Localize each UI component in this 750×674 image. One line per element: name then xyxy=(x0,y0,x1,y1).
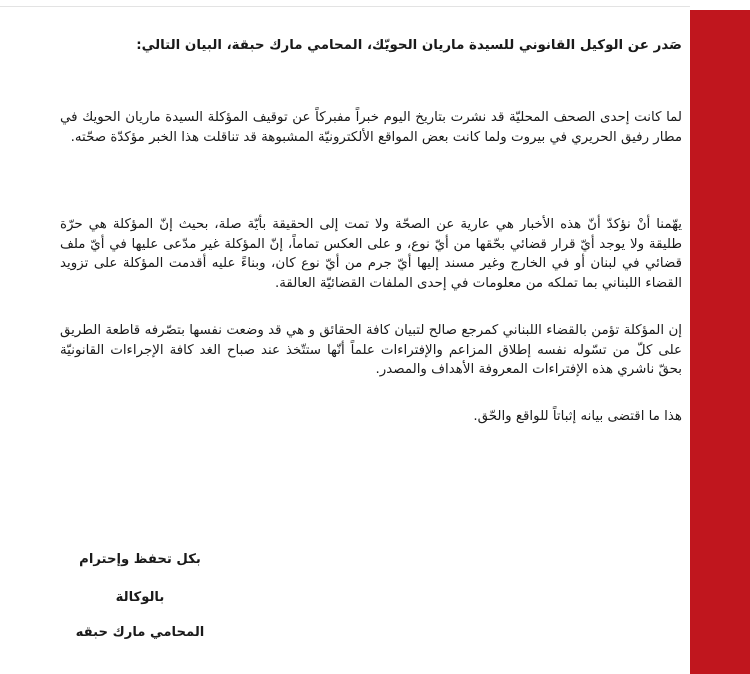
red-side-bar xyxy=(690,0,750,674)
signature-name: المحامي مارك حبقه xyxy=(75,625,205,640)
paragraph-1: لما كانت إحدى الصحف المحليّة قد نشرت بتاريخ اليوم خبراً مفبركاً عن توقيف المؤكلة السيدة ماريان الحويك في مطار رفيق الحريري في بيروت ولما كانت بعض المواقع الألكترونيّة المشبوهة قد تناقلت هذا الخبر مؤكدّة صحّته. xyxy=(60,110,682,145)
signature-closing: بكل تحفظ وإحترام xyxy=(79,552,201,567)
paragraph-3: إن المؤكلة تؤمن بالقضاء اللبناني كمرجع صالح لتبيان كافة الحقائق و هي قد وضعت نفسها بتصّرفه قاطعة الطريق على كلّ من تسّوله نفسه إطلاق المزاعم والإفتراءات علماً أنّها ستتّخذ عند صباح الغد كافة الإجراءات القانونيّة بحقّ ناشري هذه الإفتراءات المعروفة الأهداف والمصدر. xyxy=(60,323,682,377)
top-divider xyxy=(0,6,690,7)
paragraph-4: هذا ما اقتضى بيانه إثباتاً للواقع والحّق. xyxy=(473,409,682,424)
statement-heading: صَدر عن الوكيل القانوني للسيدة ماريان الحويّك، المحامي مارك حبقة، البيان التالي: xyxy=(136,38,682,53)
paragraph-2: يهّمنا أنْ نؤكدّ أنّ هذه الأخبار هي عارية عن الصحّة ولا تمت إلى الحقيقة بأيّة صلة، بحيث إنّ المؤكلة هي حرّة طليقة ولا يوجد أيّ قرار قضائي بحّقها من أيّ نوع، و على العكس تماماً، إنّ المؤكلة غير مدّعى عليها في أيّ ملف قضائي في لبنان أو في الخارج وغير مسند إليها أيّ جرم من أيّ نوع كان، وبناءً عليه أقدمت المؤكلة على تزويد القضاء اللبناني بما تملكه من معلومات في إحدى الملفات القضائيّة العالقة. xyxy=(60,217,682,291)
signature-capacity: بالوكالة xyxy=(115,590,165,605)
